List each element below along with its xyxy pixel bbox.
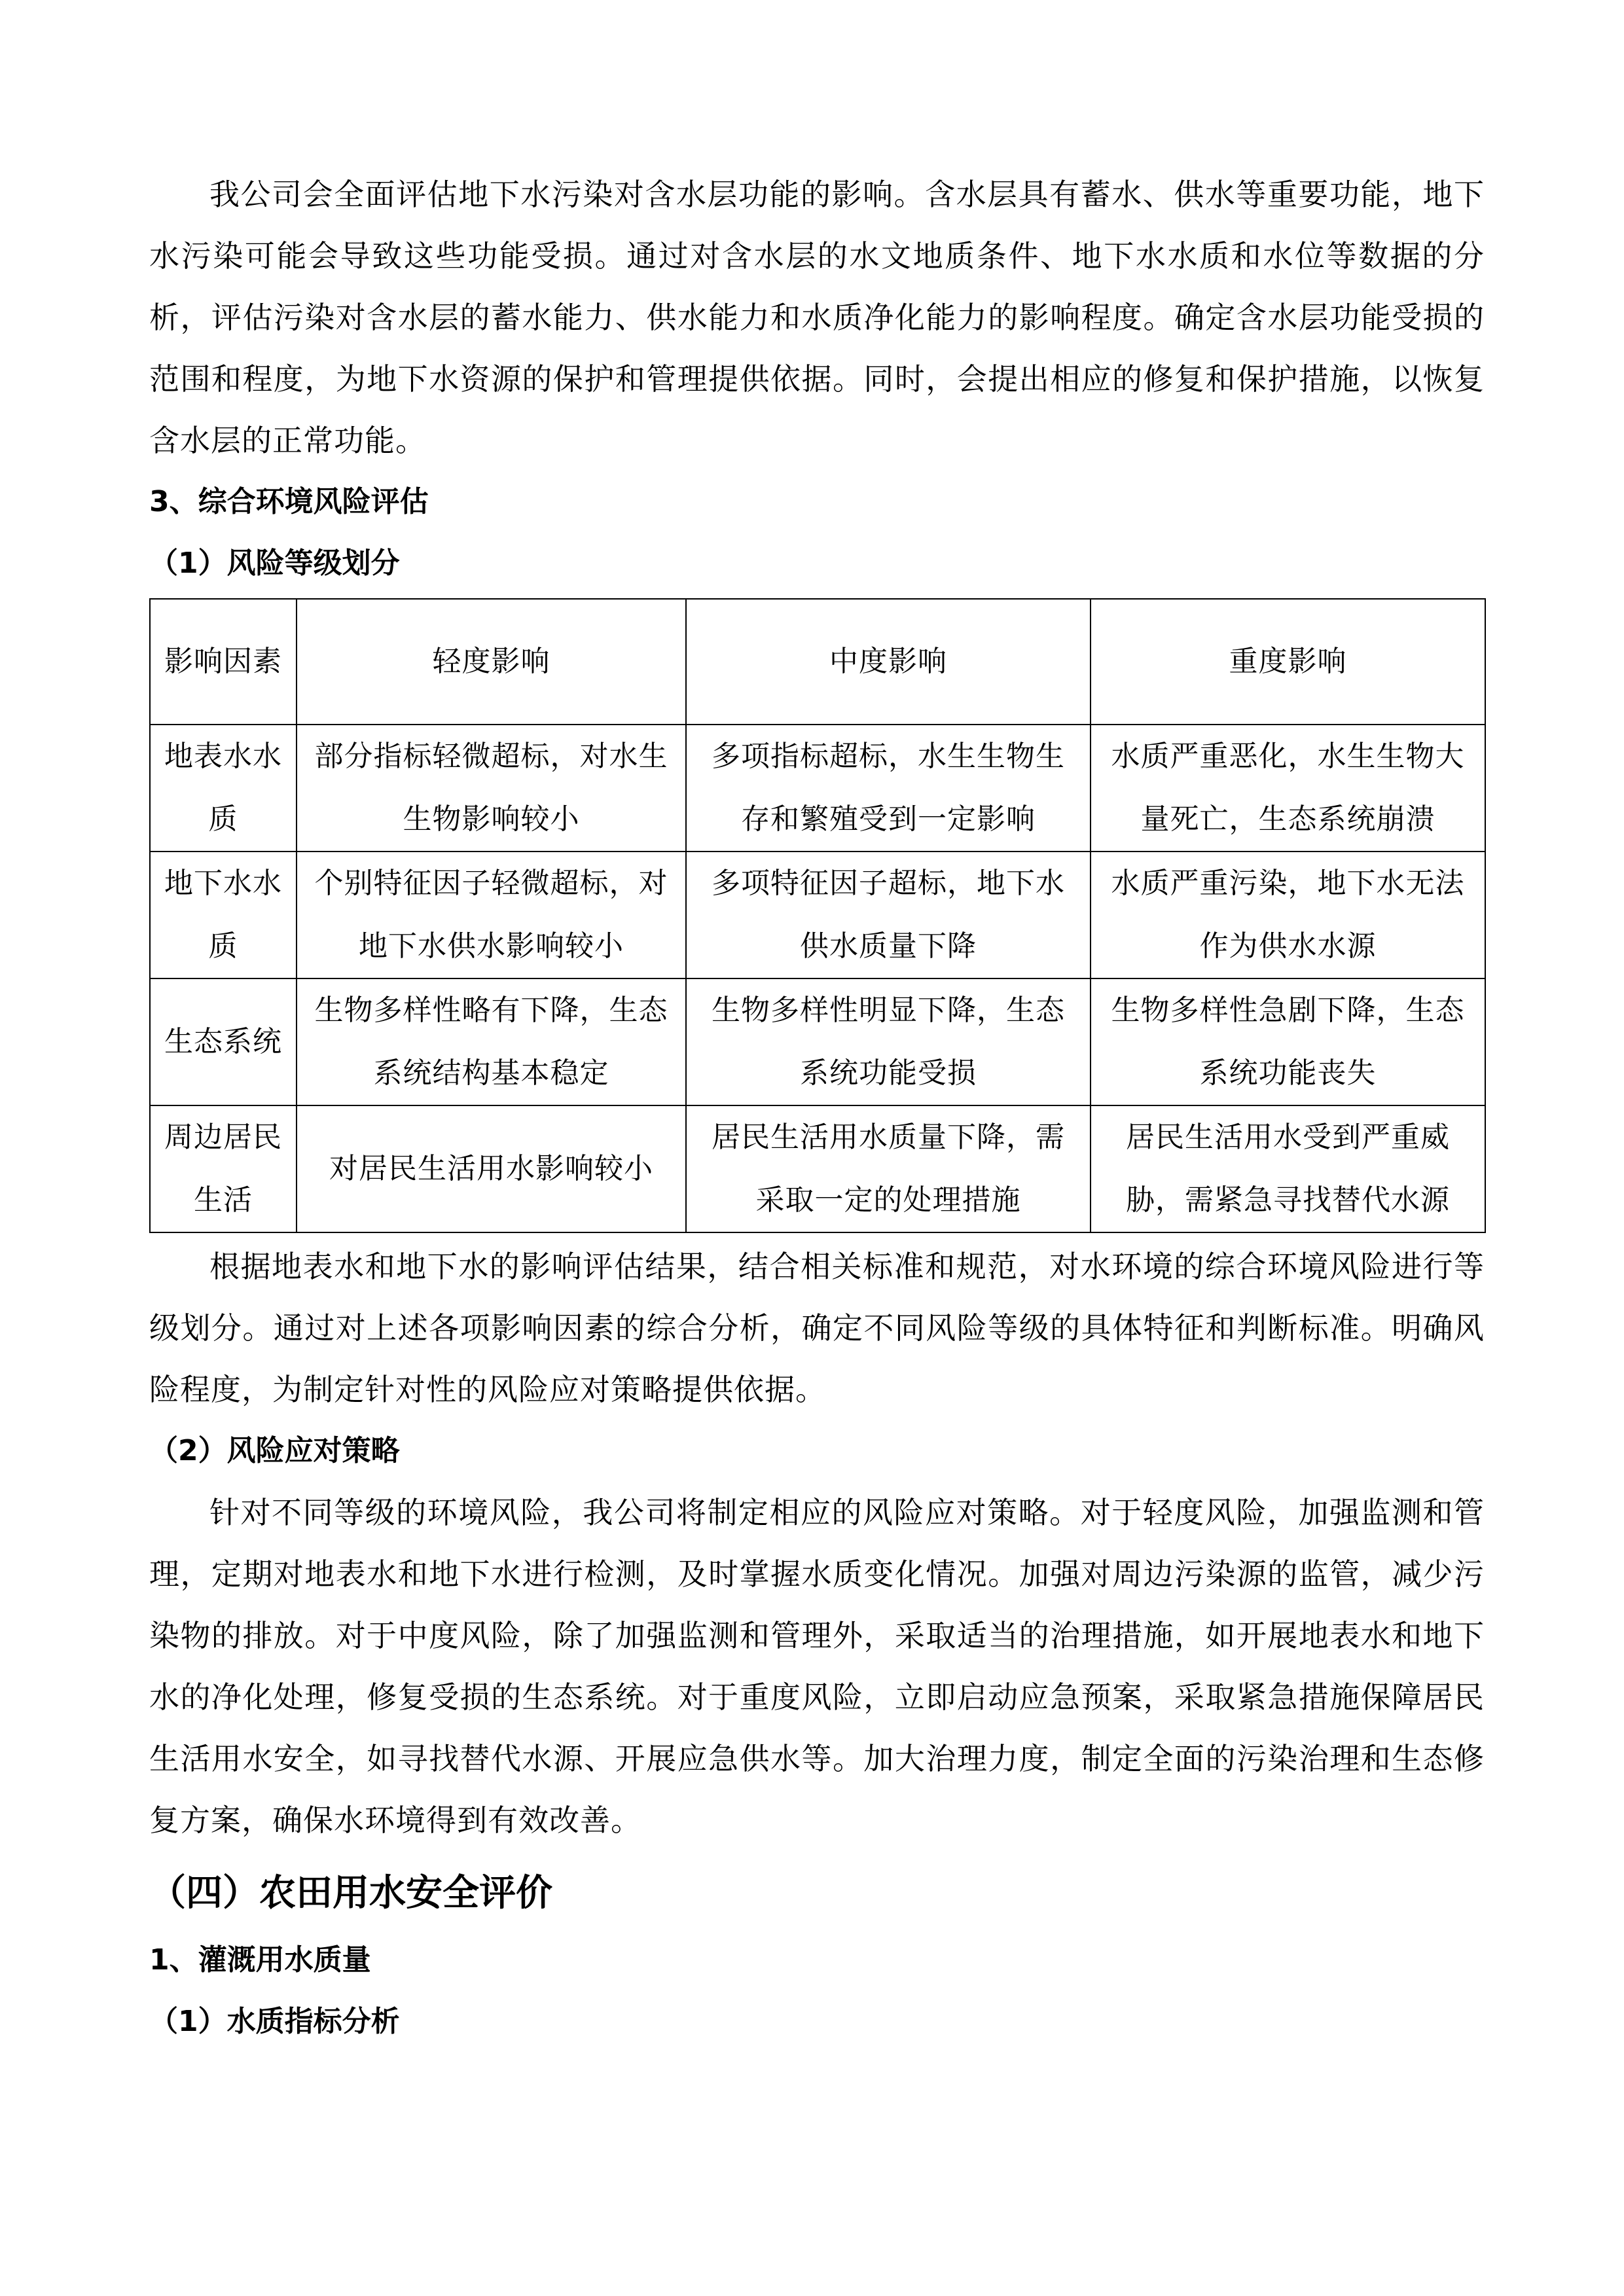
cell-severe: 水质严重恶化，水生生物大量死亡，生态系统崩溃 [1091,725,1485,852]
header-factor: 影响因素 [150,599,297,725]
cell-mild: 个别特征因子轻微超标，对地下水供水影响较小 [297,852,686,978]
row-factor: 地下水水质 [150,852,297,978]
header-severe: 重度影响 [1091,599,1485,725]
cell-mild: 对居民生活用水影响较小 [297,1105,686,1232]
cell-mild: 生物多样性略有下降，生态系统结构基本稳定 [297,978,686,1105]
subsection-heading-risk-levels: （1）风险等级划分 [149,547,400,580]
row-factor: 周边居民生活 [150,1105,297,1232]
risk-level-table [149,598,1486,1233]
cell-mild: 部分指标轻微超标，对水生生物影响较小 [297,725,686,852]
table-header-row [150,599,1485,725]
table-row [150,978,1485,1105]
header-mild: 轻度影响 [297,599,686,725]
document-page [149,164,1485,2053]
cell-severe: 居民生活用水受到严重威胁，需紧急寻找替代水源 [1091,1105,1485,1232]
cell-severe: 水质严重污染，地下水无法作为供水水源 [1091,852,1485,978]
row-factor: 地表水水质 [150,725,297,852]
table-row [150,1105,1485,1232]
paragraph-response-strategy: 针对不同等级的环境风险，我公司将制定相应的风险应对策略。对于轻度风险，加强监测和管理，定期对地表水和地下水进行检测，及时掌握水质变化情况。加强对周边污染源的监管，减少污染物的排放。对于中度风险，除了加强监测和管理外，采取适当的治理措施，如开展地表水和地下水的净化处理，修复受损的生态系统。对于重度风险，立即启动应急预案，采取紧急措施保障居民生活用水安全，如寻找替代水源、开展应急供水等。加大治理力度，制定全面的污染治理和生态修复方案，确保水环境得到有效改善。 [149,1495,1485,1838]
cell-moderate: 多项特征因子超标，地下水供水质量下降 [686,852,1091,978]
section-heading-farmland-water-safety: （四）农田用水安全评价 [149,1872,552,1914]
subsection-heading-response-strategy: （2）风险应对策略 [149,1434,400,1467]
header-moderate: 中度影响 [686,599,1091,725]
cell-moderate: 生物多样性明显下降，生态系统功能受损 [686,978,1091,1105]
table-row [150,725,1485,852]
section-heading-comprehensive-risk: 3、综合环境风险评估 [149,485,429,518]
cell-moderate: 多项指标超标，水生生物生存和繁殖受到一定影响 [686,725,1091,852]
cell-severe: 生物多样性急剧下降，生态系统功能丧失 [1091,978,1485,1105]
subsection-heading-water-quality-indicators: （1）水质指标分析 [149,2005,400,2038]
section-heading-irrigation-quality: 1、灌溉用水质量 [149,1943,371,1977]
row-factor: 生态系统 [150,978,297,1105]
cell-moderate: 居民生活用水质量下降，需采取一定的处理措施 [686,1105,1091,1232]
paragraph-aquifer-impact: 我公司会全面评估地下水污染对含水层功能的影响。含水层具有蓄水、供水等重要功能，地下水污染可能会导致这些功能受损。通过对含水层的水文地质条件、地下水水质和水位等数据的分析，评估污染对含水层的蓄水能力、供水能力和水质净化能力的影响程度。确定含水层功能受损的范围和程度，为地下水资源的保护和管理提供依据。同时，会提出相应的修复和保护措施，以恢复含水层的正常功能。 [149,177,1485,458]
paragraph-risk-classification: 根据地表水和地下水的影响评估结果，结合相关标准和规范，对水环境的综合环境风险进行等级划分。通过对上述各项影响因素的综合分析，确定不同风险等级的具体特征和判断标准。明确风险程度，为制定针对性的风险应对策略提供依据。 [149,1249,1485,1407]
table-row [150,852,1485,978]
